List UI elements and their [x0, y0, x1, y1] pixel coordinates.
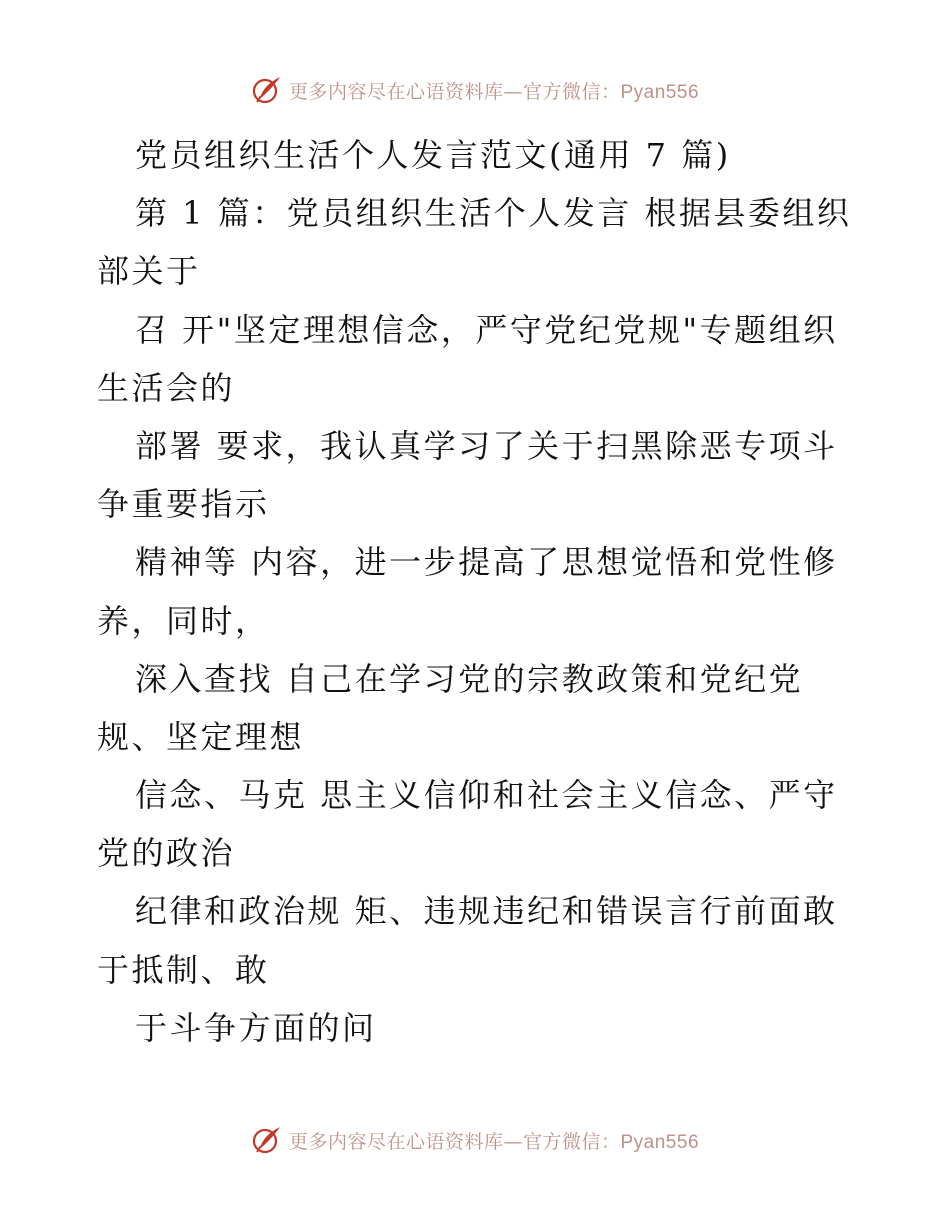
document-body — [97, 126, 857, 1057]
banner-text: 更多内容尽在心语资料库—官方微信：Pyan556 — [288, 80, 700, 103]
banner-text: 更多内容尽在心语资料库—官方微信：Pyan556 — [288, 1130, 700, 1153]
doc-line: 部署 要求，我认真学习了关于扫黑除恶专项斗 — [135, 426, 838, 465]
feather-logo-icon — [251, 1124, 283, 1156]
doc-line: 于抵制、敢 — [97, 950, 270, 989]
doc-line: 生活会的 — [97, 368, 236, 407]
doc-line: 部关于 — [97, 252, 201, 291]
header-banner — [0, 70, 950, 110]
doc-line: 纪律和政治规 矩、违规违纪和错误言行前面敢 — [135, 892, 838, 931]
doc-line: 第 1 篇：党员组织生活个人发言 根据县委组织 — [135, 194, 852, 233]
footer-banner — [0, 1120, 950, 1160]
doc-line: 于斗争方面的问 — [135, 1008, 377, 1047]
doc-line: 党的政治 — [97, 834, 236, 873]
doc-line: 召 开"坚定理想信念，严守党纪党规"专题组织 — [135, 310, 838, 349]
doc-line: 养，同时， — [97, 601, 270, 640]
doc-line: 信念、马克 思主义信仰和社会主义信念、严守 — [135, 776, 838, 815]
wechat-id: Pyan556 — [620, 1131, 700, 1153]
doc-line: 争重要指示 — [97, 485, 270, 524]
doc-title: 党员组织生活个人发言范文(通用 7 篇) — [135, 136, 731, 174]
doc-line: 规、坚定理想 — [97, 717, 305, 756]
doc-line: 精神等 内容，进一步提高了思想觉悟和党性修 — [135, 543, 838, 582]
feather-logo-icon — [251, 74, 283, 106]
wechat-id: Pyan556 — [620, 81, 700, 103]
doc-line: 深入查找 自己在学习党的宗教政策和党纪党 — [135, 659, 804, 698]
